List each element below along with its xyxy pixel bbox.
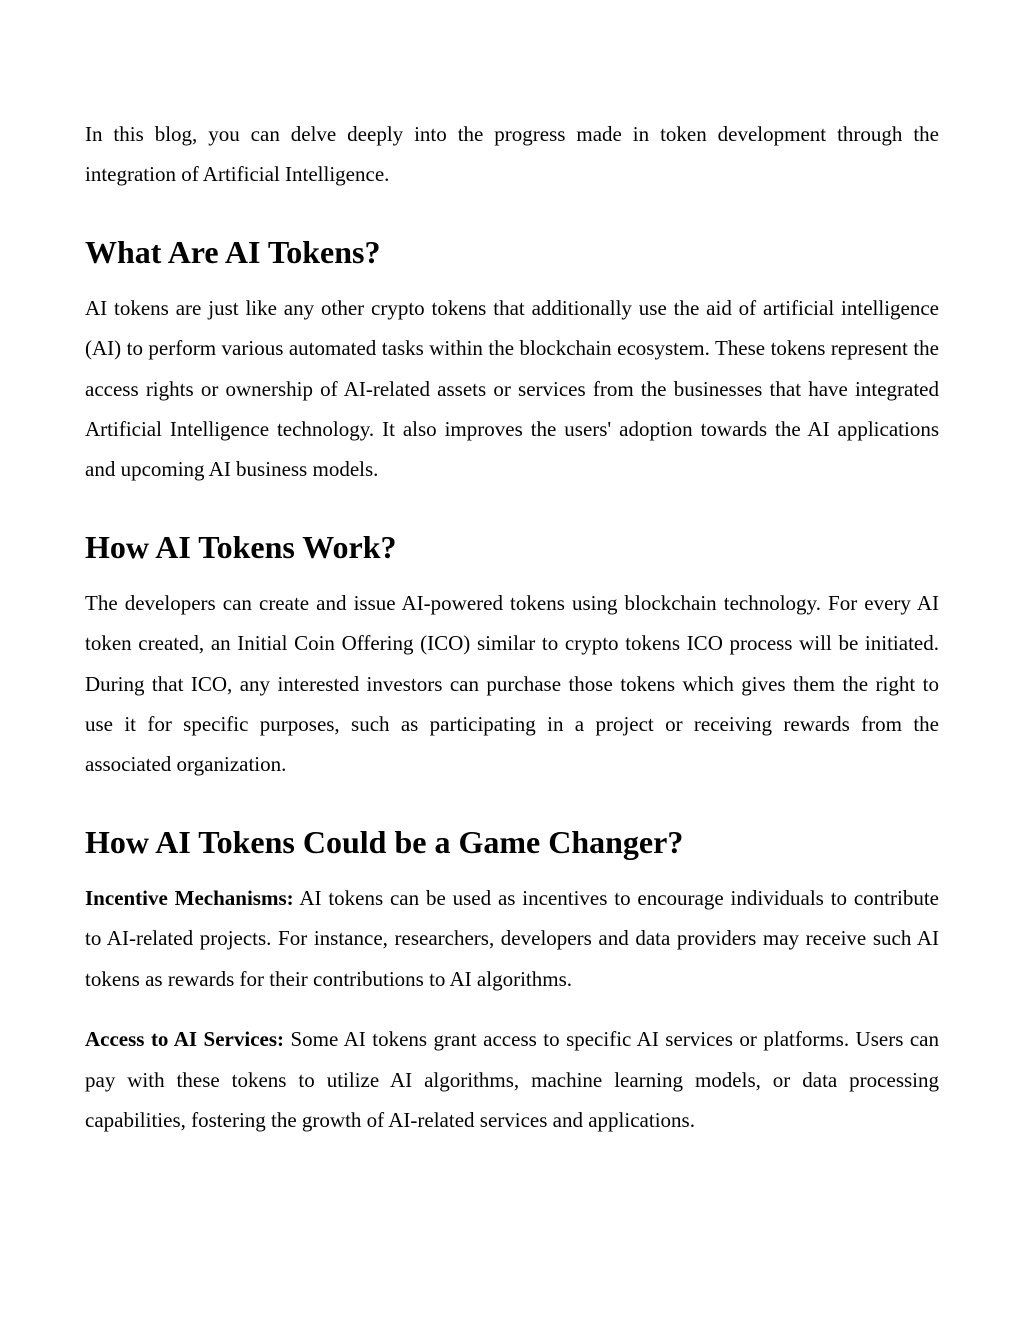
heading-what-are-ai-tokens: What Are AI Tokens?	[85, 233, 381, 270]
access-to-ai-services-label: Access to AI Services:	[85, 1027, 285, 1052]
heading-game-changer: How AI Tokens Could be a Game Changer?	[85, 823, 684, 860]
paragraph-access-to-ai-services	[85, 1019, 939, 1140]
incentive-mechanisms-label: Incentive Mechanisms:	[85, 885, 294, 910]
incentive-mechanisms-text: AI tokens can be used as incentives to encourage individuals to contribute to AI-related projects. For instance, researchers, developers and data providers may receive such AI tokens as rewards for their contributions to AI algorithms.	[85, 885, 939, 991]
access-to-ai-services-text: Some AI tokens grant access to specific AI services or platforms. Users can pay with these tokens to utilize AI algorithms, machine learning models, or data processing capabilities, fostering the growth of AI-related services and applications.	[85, 1027, 939, 1132]
paragraph-incentive-mechanisms	[85, 878, 939, 999]
intro-paragraph: In this blog, you can delve deeply into the progress made in token development through the integration of Artificial Intelligence.	[85, 122, 939, 187]
document-page	[85, 114, 939, 1140]
heading-how-ai-tokens-work: How AI Tokens Work?	[85, 528, 397, 565]
paragraph-what-are-ai-tokens: AI tokens are just like any other crypto tokens that additionally use the aid of artificial intelligence (AI) to perform various automated tasks within the blockchain ecosystem. These tokens represent the access rights or ownership of AI-related assets or services from the businesses that have integrated Artificial Intelligence technology. It also improves the users' adoption towards the AI applications and upcoming AI business models.	[85, 295, 939, 482]
paragraph-how-ai-tokens-work: The developers can create and issue AI-powered tokens using blockchain technology. For every AI token created, an Initial Coin Offering (ICO) similar to crypto tokens ICO process will be initiated. During that ICO, any interested investors can purchase those tokens which gives them the right to use it for specific purposes, such as participating in a project or receiving rewards from the associated organization.	[85, 590, 939, 777]
